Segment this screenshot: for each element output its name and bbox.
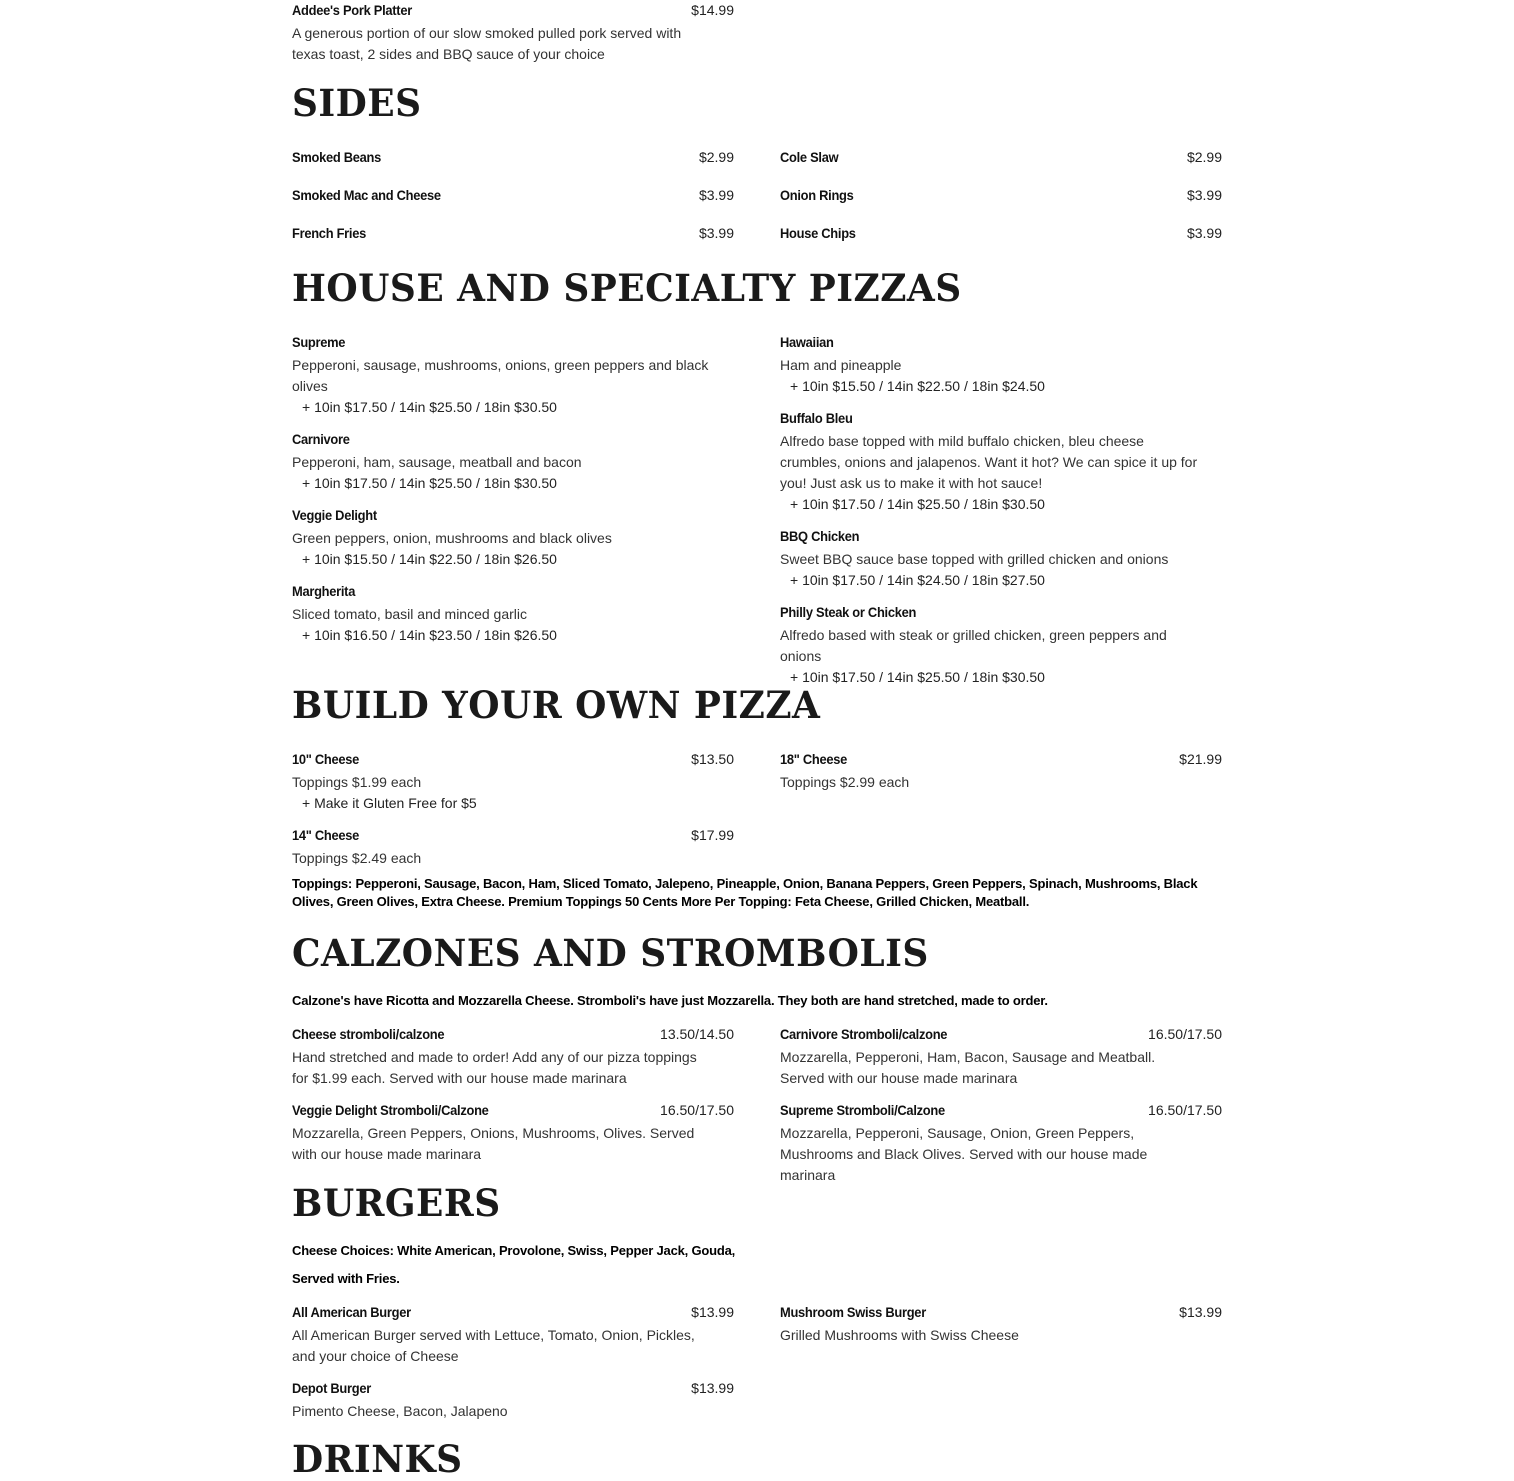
- item-description: Alfredo base topped with mild buffalo chicken, bleu cheese crumbles, onions and jalapenos. Want it hot? We can spice it up for you! Just ask us to make it with hot sauce!: [780, 433, 1198, 491]
- item-description: Mozzarella, Green Peppers, Onions, Mushrooms, Olives. Served with our house made marinara: [292, 1125, 695, 1162]
- menu-item-pork-platter: [292, 2, 734, 65]
- item-description: Mozzarella, Pepperoni, Ham, Bacon, Sausage and Meatball. Served with our house made marinara: [780, 1049, 1156, 1086]
- item-description: Sliced tomato, basil and minced garlic: [292, 606, 528, 622]
- item-description: A generous portion of our slow smoked pulled pork served with texas toast, 2 sides and BBQ sauce of your choice: [292, 25, 682, 62]
- item-name: Veggie Delight Stromboli/Calzone: [292, 1102, 489, 1118]
- item-description: Ham and pineapple: [780, 357, 902, 373]
- item-description: Green peppers, onion, mushrooms and black olives: [292, 530, 612, 546]
- item-size-prices: + 10in $17.50 / 14in $24.50 / 18in $27.50: [790, 572, 1045, 588]
- item-name: Depot Burger: [292, 1380, 371, 1396]
- item-price: 13.50/14.50: [660, 1026, 734, 1042]
- item-description: Alfredo based with steak or grilled chicken, green peppers and onions: [780, 627, 1167, 664]
- item-name: Onion Rings: [780, 187, 854, 203]
- item-name: 18" Cheese: [780, 751, 848, 767]
- menu-item: [292, 225, 734, 246]
- item-name: Veggie Delight: [292, 507, 377, 523]
- calzones-note: Calzone's have Ricotta and Mozzarella Cheese. Stromboli's have just Mozzarella. They both are hand stretched, made to order.: [292, 993, 1048, 1008]
- item-name: Philly Steak or Chicken: [780, 604, 917, 620]
- item-price: $3.99: [1186, 187, 1222, 203]
- section-title-drinks: DRINKS: [292, 1437, 463, 1481]
- menu-item: [780, 604, 1222, 688]
- menu-item: [780, 225, 1222, 246]
- item-name: 10" Cheese: [292, 751, 360, 767]
- item-price: 16.50/17.50: [1148, 1102, 1222, 1118]
- item-name: Addee's Pork Platter: [292, 2, 412, 18]
- item-price: $17.99: [691, 827, 734, 843]
- item-name: House Chips: [780, 225, 856, 241]
- toppings-note: Toppings: Pepperoni, Sausage, Bacon, Ham, Sliced Tomato, Jalepeno, Pineapple, Onion, Banana Peppers, Green Peppers, Spinach, Mushrooms, Black Olives, Green Olives, Extra Cheese. Premium Toppings 50 Cents More Per Topping: Feta Cheese, Grilled Chicken, Meatball.: [292, 876, 1198, 909]
- menu-item: [292, 507, 734, 570]
- item-price: 16.50/17.50: [660, 1102, 734, 1118]
- item-description: Pepperoni, sausage, mushrooms, onions, green peppers and black olives: [292, 357, 709, 394]
- item-description: Toppings $2.49 each: [292, 850, 422, 866]
- item-description: Toppings $1.99 each: [292, 774, 422, 790]
- item-price: $13.50: [691, 751, 734, 767]
- item-name: BBQ Chicken: [780, 528, 860, 544]
- item-price: $2.99: [1186, 149, 1222, 165]
- item-size-prices: + 10in $17.50 / 14in $25.50 / 18in $30.50: [302, 399, 557, 415]
- item-price: $2.99: [698, 149, 734, 165]
- section-title-burgers: BURGERS: [292, 1181, 501, 1225]
- item-option: + Make it Gluten Free for $5: [302, 795, 477, 811]
- menu-item: [292, 149, 734, 170]
- item-name: 14" Cheese: [292, 827, 360, 843]
- item-price: $13.99: [691, 1380, 734, 1396]
- item-name: Buffalo Bleu: [780, 410, 853, 426]
- menu-item: [780, 410, 1222, 515]
- section-title-calzones: CALZONES AND STROMBOLIS: [292, 931, 929, 975]
- menu-item: [292, 334, 734, 418]
- section-title-byo: BUILD YOUR OWN PIZZA: [292, 683, 821, 727]
- menu-item: [780, 528, 1222, 591]
- burgers-note-cheese: Cheese Choices: White American, Provolone, Swiss, Pepper Jack, Gouda,: [292, 1243, 736, 1258]
- item-name: Carnivore: [292, 431, 350, 447]
- item-description: Toppings $2.99 each: [780, 774, 910, 790]
- menu-item: [292, 1304, 734, 1367]
- item-description: Hand stretched and made to order! Add any of our pizza toppings for $1.99 each. Served with our house made marinara: [292, 1049, 697, 1086]
- item-name: Supreme: [292, 334, 346, 350]
- item-name: Margherita: [292, 583, 356, 599]
- item-price: $13.99: [691, 1304, 734, 1320]
- menu-item: [292, 1026, 734, 1089]
- item-name: Carnivore Stromboli/calzone: [780, 1026, 948, 1042]
- item-price: $21.99: [1179, 751, 1222, 767]
- menu-item: [292, 1102, 734, 1165]
- item-price: $3.99: [698, 225, 734, 241]
- menu-item: [780, 1026, 1222, 1089]
- item-name: Smoked Beans: [292, 149, 382, 165]
- burgers-note-fries: Served with Fries.: [292, 1271, 400, 1286]
- item-size-prices: + 10in $15.50 / 14in $22.50 / 18in $26.50: [302, 551, 557, 567]
- item-name: Hawaiian: [780, 334, 834, 350]
- menu-item: [780, 334, 1222, 397]
- item-description: Mozzarella, Pepperoni, Sausage, Onion, Green Peppers, Mushrooms and Black Olives. Served with our house made marinara: [780, 1125, 1148, 1183]
- item-price: $3.99: [1186, 225, 1222, 241]
- item-price: 16.50/17.50: [1148, 1026, 1222, 1042]
- item-name: French Fries: [292, 225, 367, 241]
- item-name: Cheese stromboli/calzone: [292, 1026, 445, 1042]
- item-size-prices: + 10in $16.50 / 14in $23.50 / 18in $26.50: [302, 627, 557, 643]
- item-name: Supreme Stromboli/Calzone: [780, 1102, 945, 1118]
- section-title-pizzas: HOUSE AND SPECIALTY PIZZAS: [292, 266, 962, 310]
- menu-item: [780, 751, 1222, 793]
- menu-item: [292, 751, 734, 814]
- menu-item: [292, 431, 734, 494]
- menu-item: [780, 1304, 1222, 1346]
- item-name: Smoked Mac and Cheese: [292, 187, 441, 203]
- item-name: All American Burger: [292, 1304, 411, 1320]
- item-name: Cole Slaw: [780, 149, 839, 165]
- item-price: $14.99: [691, 2, 734, 18]
- menu-item: [780, 149, 1222, 170]
- menu-item: [292, 583, 734, 646]
- item-description: Pimento Cheese, Bacon, Jalapeno: [292, 1403, 508, 1419]
- item-size-prices: + 10in $17.50 / 14in $25.50 / 18in $30.50: [790, 669, 1045, 685]
- item-size-prices: + 10in $17.50 / 14in $25.50 / 18in $30.50: [790, 496, 1045, 512]
- item-size-prices: + 10in $15.50 / 14in $22.50 / 18in $24.50: [790, 378, 1045, 394]
- item-size-prices: + 10in $17.50 / 14in $25.50 / 18in $30.50: [302, 475, 557, 491]
- item-name: Mushroom Swiss Burger: [780, 1304, 926, 1320]
- item-description: Pepperoni, ham, sausage, meatball and bacon: [292, 454, 582, 470]
- section-title-sides: SIDES: [292, 81, 422, 125]
- item-price: $3.99: [698, 187, 734, 203]
- item-description: Sweet BBQ sauce base topped with grilled chicken and onions: [780, 551, 1169, 567]
- menu-item: [780, 1102, 1222, 1186]
- menu-item: [292, 187, 734, 208]
- item-description: Grilled Mushrooms with Swiss Cheese: [780, 1327, 1019, 1343]
- menu-item: [292, 1380, 734, 1422]
- item-description: All American Burger served with Lettuce, Tomato, Onion, Pickles, and your choice of Cheese: [292, 1327, 695, 1364]
- menu-item: [292, 827, 734, 869]
- menu-item: [780, 187, 1222, 208]
- item-price: $13.99: [1179, 1304, 1222, 1320]
